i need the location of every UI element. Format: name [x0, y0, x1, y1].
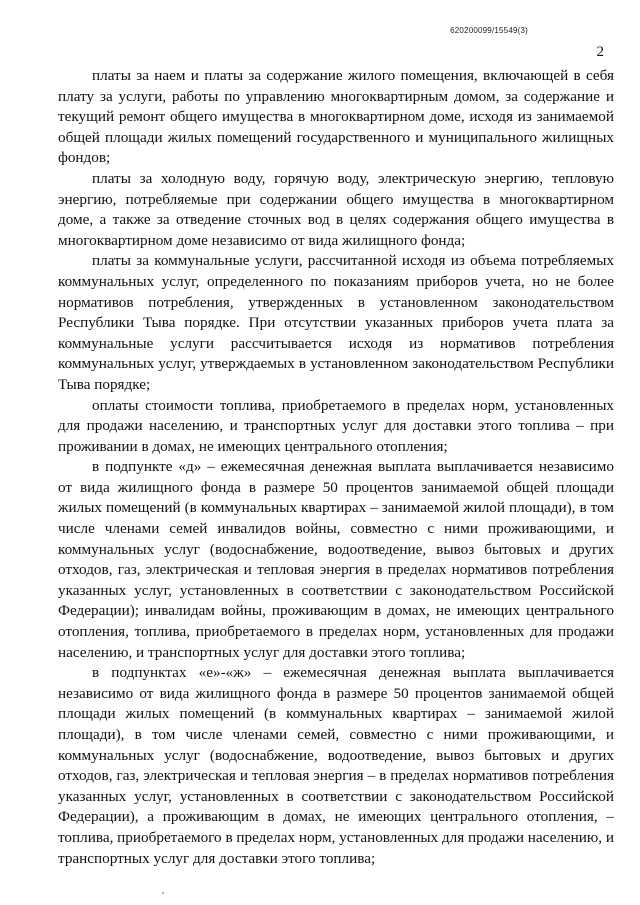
paragraph: платы за холодную воду, горячую воду, электрическую энергию, тепловую энергию, потребляемые при содержании общего имущества в многоквартирном доме, а также за отведение сточных вод в целях содержания общего имущества в многоквартирном доме независимо от вида жилищного фонда; — [58, 169, 614, 249]
paragraph: платы за коммунальные услуги, рассчитанной исходя из объема потребляемых коммунальных услуг, определенного по показаниям приборов учета, но не более нормативов потребления, утвержденных в установленном законодательством Республики Тыва порядке. При отсутствии указанных приборов учета плата за коммунальные услуги рассчитывается исходя из нормативов потребления коммунальных услуг, утверждаемых в установленном законодательством Республики Тыва порядке; — [58, 252, 614, 393]
document-id: 620200099/15549(3) — [450, 26, 528, 35]
paragraph: в подпунктах «е»-«ж» – ежемесячная денежная выплата выплачивается независимо от вида жилищного фонда в размере 50 процентов занимаемой общей площади жилых помещений (в коммунальных квартирах – занимаемой жилой площади), в том числе членами семей, совместно с ними проживающими, и коммунальных услуг (водоснабжение, водоотведение, вывоз бытовых и других отходов, газ, электрическая и тепловая энергия – в пределах нормативов потребления указанных услуг, установленных в соответствии с законодательством Российской Федерации), а проживающим в домах, не имеющих центрального отопления, – топлива, приобретаемого в пределах норм, установленных для продажи населению, и транспортных услуг для доставки этого топлива; — [58, 664, 614, 867]
document-body — [58, 66, 614, 869]
scan-speck — [162, 892, 164, 894]
page-number: 2 — [596, 44, 604, 60]
paragraph: платы за наем и платы за содержание жилого помещения, включающей в себя плату за услуги, работы по управлению многоквартирным домом, за содержание и текущий ремонт общего имущества в многоквартирном доме, исходя из занимаемой общей площади жилых помещений государственного и муниципального жилищных фондов; — [58, 67, 614, 167]
paragraph: в подпункте «д» – ежемесячная денежная выплата выплачивается независимо от вида жилищного фонда в размере 50 процентов занимаемой общей площади жилых помещений (в коммунальных квартирах – занимаемой жилой площади), в том числе членами семей инвалидов войны, совместно с ними проживающими, и коммунальных услуг (водоснабжение, водоотведение, вывоз бытовых и других отходов, газ, электрическая и тепловая энергия в пределах нормативов потребления указанных услуг, установленных в соответствии с законодательством Российской Федерации); инвалидам войны, проживающим в домах, не имеющих центрального отопления, топлива, приобретаемого в пределах норм, установленных для продажи населению, и транспортных услуг для доставки этого топлива; — [58, 458, 614, 661]
paragraph: оплаты стоимости топлива, приобретаемого в пределах норм, установленных для продажи населению, и транспортных услуг для доставки этого топлива – при проживании в домах, не имеющих центрального отопления; — [58, 396, 614, 455]
